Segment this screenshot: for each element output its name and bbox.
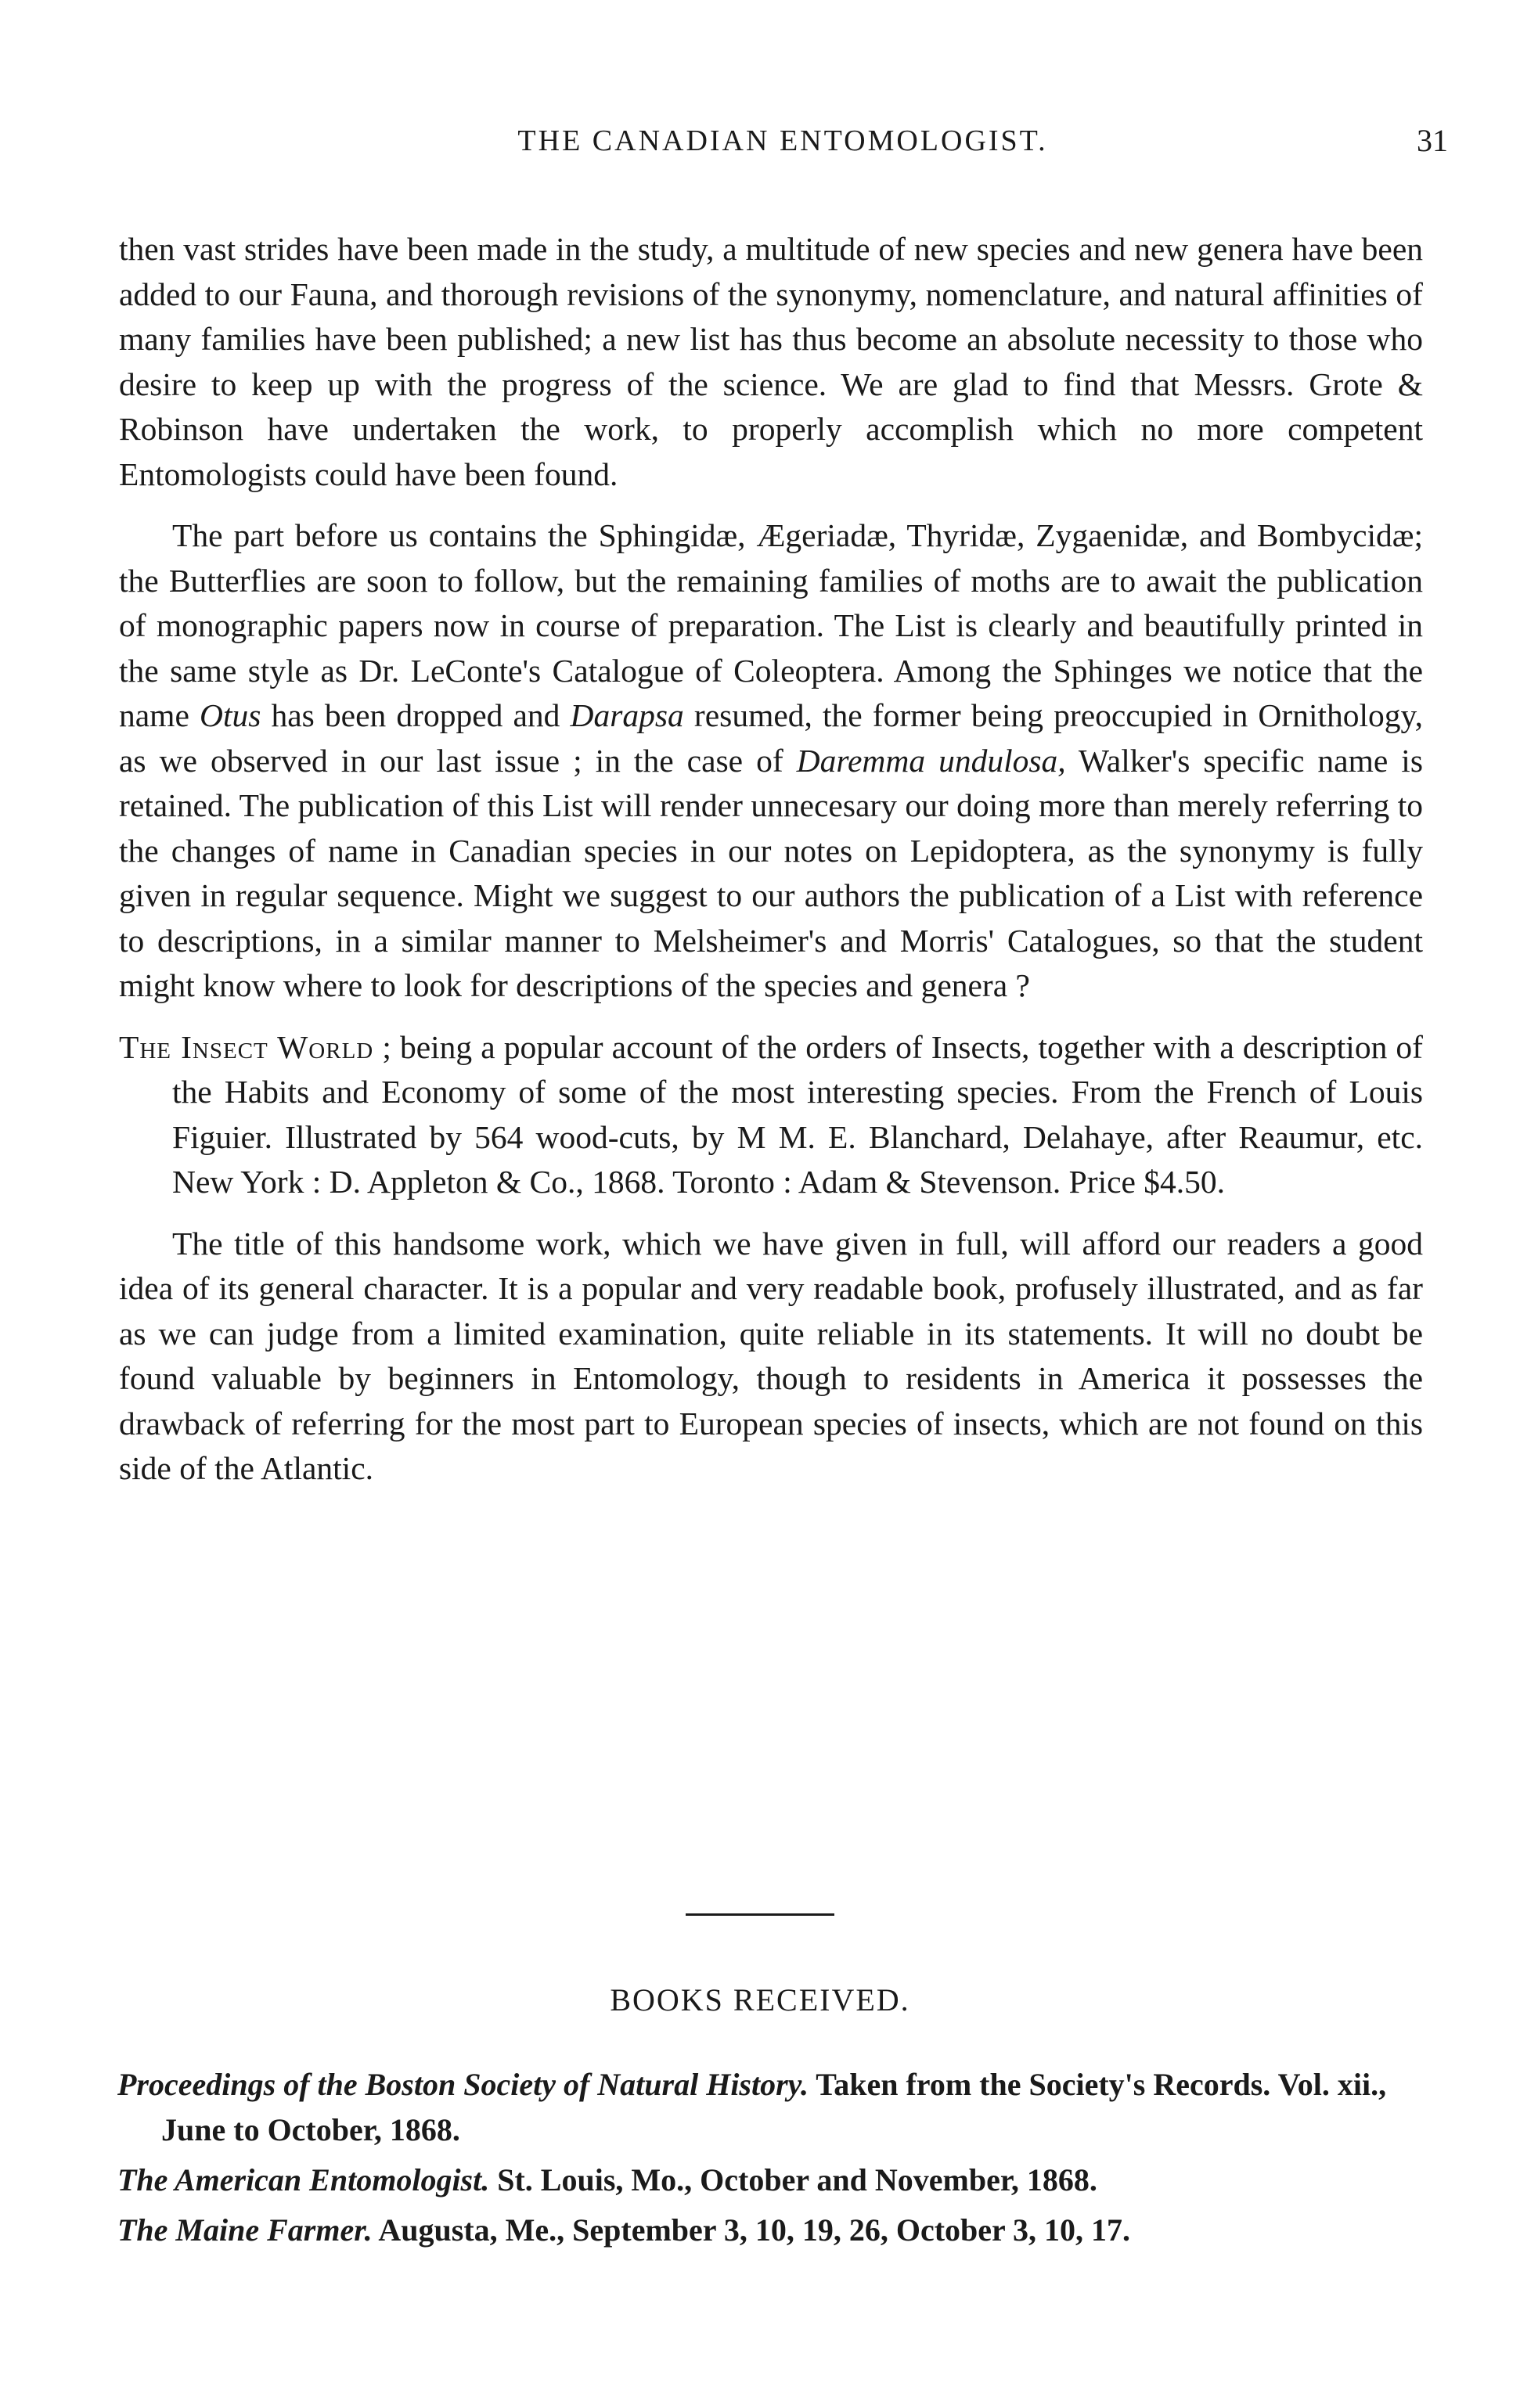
book-entry [117,2062,1432,2153]
running-title: THE CANADIAN ENTOMOLOGIST. [517,124,1048,157]
paragraph-text: has been dropped and [261,697,571,733]
books-received-heading: BOOKS RECEIVED. [610,1982,910,2017]
book-entry [117,2208,1432,2253]
running-head [117,117,1448,164]
paragraph-text: resumed, the former being preoccupied in Ornithology, as we observed in our last issue ; in the case of [119,697,1423,779]
page-number: 31 [1417,123,1448,158]
citation-text: ; being a popular account of the orders of Insects, together with a description of the Habits and Economy of some of the most interesting species. From the French of Louis Figuier. Illustrated by 564 wood-cuts, by M M. E. Blanchard, Delahaye, after Reaumur, etc. New York : D. Appleton & Co., 1868. Toronto : Adam & Stevenson. Price $4.50. [172,1028,1423,1200]
genus-name-otus: Otus [199,697,261,733]
insect-world-citation [119,1025,1423,1205]
paragraph-text: The part before us contains the Sphingidæ, Ægeriadæ, Thyridæ, Zygaenidæ, and Bombycidæ; the Butterflies are soon to follow, but the remaining families of moths are to await the publication of monographic papers now in course of preparation. The List is clearly and beautifully printed in the same style as Dr. LeConte's Catalogue of Coleoptera. Among the Sphinges we notice that the name [119,517,1423,733]
book-entry-title: The Maine Farmer. [117,2212,373,2248]
book-entry-title: Proceedings of the Boston Society of Natural History. [117,2067,809,2102]
list-review-paragraph-2 [119,513,1423,1009]
list-review-paragraph-1: then vast strides have been made in the study, a multitude of new species and new genera have been added to our Fauna, and thorough revisions of the synonymy, nomenclature, and natural affinities of many families have been published; a new list has thus become an absolute necessity to those who desire to keep up with the progress of the science. We are glad to find that Messrs. Grote & Robinson have undertaken the work, to properly accomplish which no more competent Entomologists could have been found. [119,231,1423,492]
book-entry-detail: St. Louis, Mo., October and November, 1868. [497,2162,1097,2197]
species-name-daremma: Daremma undulosa, [796,742,1066,779]
article-body [119,227,1423,1492]
insect-world-review-paragraph: The title of this handsome work, which we have given in full, will afford our readers a good idea of its general character. It is a popular and very readable book, profusely illustrated, and as far as we can judge from a limited examination, quite reliable in its statements. It will no doubt be found valuable by beginners in Entomology, though to residents in America it possesses the drawback of referring for the most part to European species of insects, which are not found on this side of the Atlantic. [119,1225,1423,1486]
book-entry-detail: Taken from the Society's Records. Vol. xii., June to October, 1868. [161,2067,1387,2147]
genus-name-darapsa: Darapsa [570,697,684,733]
book-entry-detail: Augusta, Me., September 3, 10, 19, 26, October 3, 10, 17. [378,2212,1131,2248]
section-divider [686,1913,834,1916]
book-entry-title: The American Entomologist. [117,2162,490,2197]
paragraph-text: Walker's specific name is retained. The publication of this List will render unnecesary our doing more than merely referring to the changes of name in Canadian species in our notes on Lepidoptera, as the synonymy is fully given in regular sequence. Might we suggest to our authors the publication of a List with reference to descriptions, in a similar manner to Melsheimer's and Morris' Catalogues, so that the student might know where to look for descriptions of the species and genera ? [119,742,1423,1003]
book-entry [117,2158,1432,2203]
books-received-list [117,2062,1432,2258]
book-title-insect-world: The Insect World [119,1028,374,1065]
